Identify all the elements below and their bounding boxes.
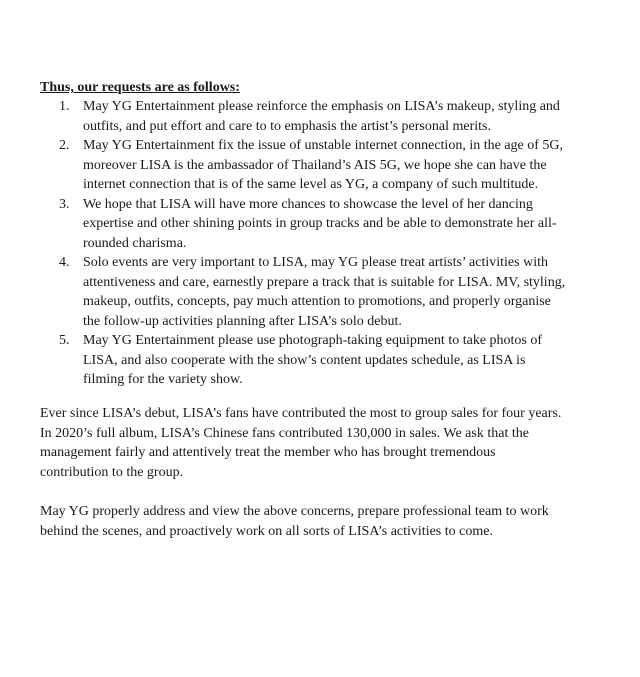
request-text-line: makeup, outfits, concepts, pay much attention to promotions, and properly organise (83, 294, 551, 309)
request-text-line: the follow-up activities planning after LISA’s solo debut. (83, 313, 402, 329)
request-text-line: LISA, and also cooperate with the show’s content updates schedule, as LISA is (83, 352, 526, 368)
requests-heading: Thus, our requests are as follows: (40, 80, 240, 95)
request-text-line: attentiveness and care, earnestly prepare a track that is suitable for LISA. MV, styling, (83, 274, 566, 290)
request-text-line: filming for the variety show. (83, 372, 243, 387)
request-text-line: May YG Entertainment fix the issue of unstable internet connection, in the age of 5G, (83, 138, 564, 153)
request-item-4 (40, 253, 610, 331)
paragraph-line: In 2020’s full album, LISA’s Chinese fans contributed 130,000 in sales. We ask that the (40, 425, 529, 441)
request-item-5 (40, 331, 610, 390)
request-text-line: May YG Entertainment please use photograph-taking equipment to take photos of (83, 333, 543, 348)
paragraph-line: management fairly and attentively treat the member who has brought tremendous (40, 445, 496, 460)
request-item-1 (40, 97, 610, 136)
requests-list (40, 97, 610, 390)
request-number: 2. (59, 138, 70, 153)
request-item-3 (40, 195, 610, 254)
paragraph-line: Ever since LISA’s debut, LISA’s fans have contributed the most to group sales for four years. (40, 406, 562, 421)
paragraph-line: contribution to the group. (40, 464, 184, 480)
request-number: 4. (59, 255, 70, 270)
request-text-line: We hope that LISA will have more chances to showcase the level of her dancing (83, 196, 533, 212)
paragraph-line: May YG properly address and view the above concerns, prepare professional team to work (40, 504, 549, 519)
request-item-2 (40, 136, 610, 195)
paragraph-line: behind the scenes, and proactively work on all sorts of LISA’s activities to come. (40, 523, 493, 539)
request-number: 1. (59, 99, 70, 114)
request-text-line: expertise and other shining points in group tracks and be able to demonstrate her all- (83, 216, 557, 231)
request-text-line: moreover LISA is the ambassador of Thailand’s AIS 5G, we hope she can have the (83, 157, 547, 173)
request-text-line: May YG Entertainment please reinforce the emphasis on LISA’s makeup, styling and (83, 99, 560, 114)
request-number: 5. (59, 333, 70, 348)
request-number: 3. (59, 196, 70, 212)
request-text-line: outfits, and put effort and care to to emphasis the artist’s personal merits. (83, 118, 491, 134)
request-text-line: rounded charisma. (83, 235, 187, 251)
request-text-line: internet connection that is of the same level as YG, a company of such multitude. (83, 177, 539, 192)
request-text-line: Solo events are very important to LISA, may YG please treat artists’ activities with (83, 255, 548, 270)
closing-paragraph (40, 502, 615, 541)
fan-contribution-paragraph (40, 404, 615, 482)
